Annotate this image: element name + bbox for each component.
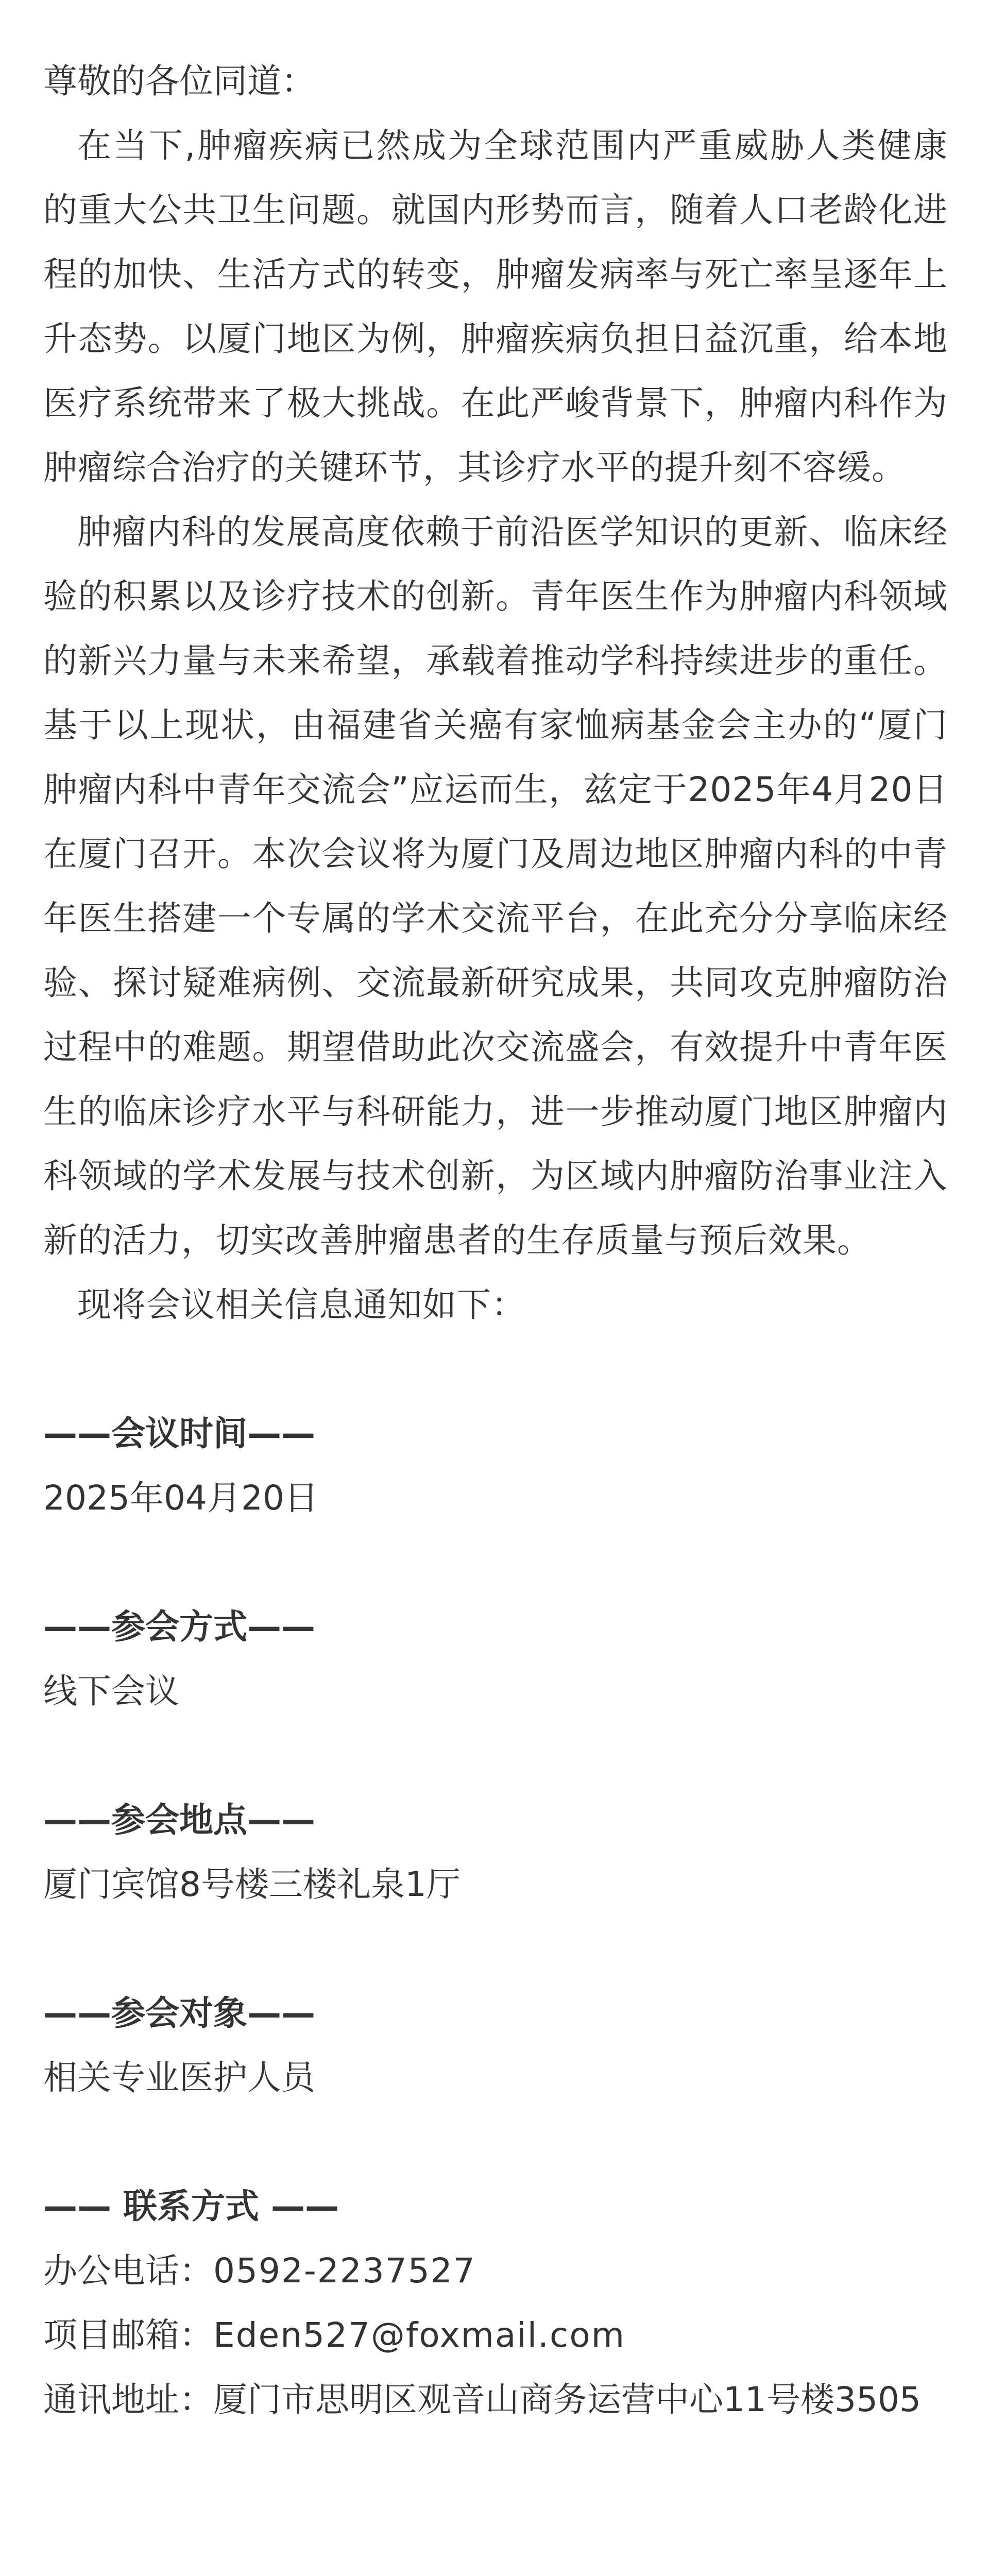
meeting-date: 2025年04月20日 — [43, 1478, 318, 1518]
spacer — [43, 1917, 948, 1981]
contact-email-line — [43, 2303, 948, 2367]
spacer — [43, 2110, 948, 2174]
meeting-venue: 厦门宾馆8号楼三楼礼泉1厅 — [43, 1865, 461, 1904]
intro-paragraph: 在当下,肿瘤疾病已然成为全球范围内严重威胁人类健康的重大公共卫生问题。就国内形势而言，随着人口老龄化进程的加快、生活方式的转变，肿瘤发病率与死亡率呈逐年上升态势。以厦门地区为例，肿瘤疾病负担日益沉重，给本地医疗系统带来了极大挑战。在此严峻背景下，肿瘤内科作为肿瘤综合治疗的关键环节，其诊疗水平的提升刻不容缓。 — [43, 126, 948, 487]
notice-lead-paragraph: 现将会议相关信息通知如下： — [77, 1285, 526, 1325]
meeting-mode: 线下会议 — [43, 1671, 179, 1711]
background-paragraph: 肿瘤内科的发展高度依赖于前沿医学知识的更新、临床经验的积累以及诊疗技术的创新。青年医生作为肿瘤内科领域的新兴力量与未来希望，承载着推动学科持续进步的重任。基于以上现状，由福建省关癌有家恤病基金会主办的“厦门肿瘤内科中青年交流会”应运而生，兹定于2025年4月20日在厦门召开。本次会议将为厦门及周边地区肿瘤内科的中青年医生搭建一个专属的学术交流平台，在此充分分享临床经验、探讨疑难病例、交流最新研究成果，共同攻克肿瘤防治过程中的难题。期望借助此次交流盛会，有效提升中青年医生的临床诊疗水平与科研能力，进一步推动厦门地区肿瘤内科领域的学术发展与技术创新，为区域内肿瘤防治事业注入新的活力，切实改善肿瘤患者的生存质量与预后效果。 — [43, 512, 948, 1260]
spacer — [43, 1337, 948, 1401]
address-label: 通讯地址： — [43, 2380, 213, 2419]
contact-address-line — [43, 2367, 948, 2432]
section-meeting-audience — [43, 1981, 948, 2110]
spacer — [43, 1723, 948, 1788]
email-label: 项目邮箱： — [43, 2315, 213, 2355]
section-title-time: ——会议时间—— — [43, 1414, 315, 1453]
greeting: 尊敬的各位同道： — [43, 61, 315, 101]
phone-number[interactable]: 0592-2237527 — [213, 2251, 476, 2291]
section-contact — [43, 2174, 948, 2432]
spacer — [43, 1530, 948, 1595]
phone-label: 办公电话： — [43, 2251, 213, 2291]
section-title-mode: ——参会方式—— — [43, 1607, 315, 1647]
contact-phone-line — [43, 2239, 948, 2303]
section-title-venue: ——参会地点—— — [43, 1800, 315, 1840]
section-title-audience: ——参会对象—— — [43, 1993, 315, 2033]
section-meeting-mode — [43, 1595, 948, 1723]
section-title-contact: —— 联系方式 —— — [43, 2187, 339, 2226]
section-meeting-time — [43, 1401, 948, 1530]
meeting-audience: 相关专业医护人员 — [43, 2058, 315, 2097]
email-address[interactable]: Eden527@foxmail.com — [213, 2315, 625, 2355]
postal-address: 厦门市思明区观音山商务运营中心11号楼3505 — [213, 2380, 921, 2419]
section-meeting-venue — [43, 1788, 948, 1917]
